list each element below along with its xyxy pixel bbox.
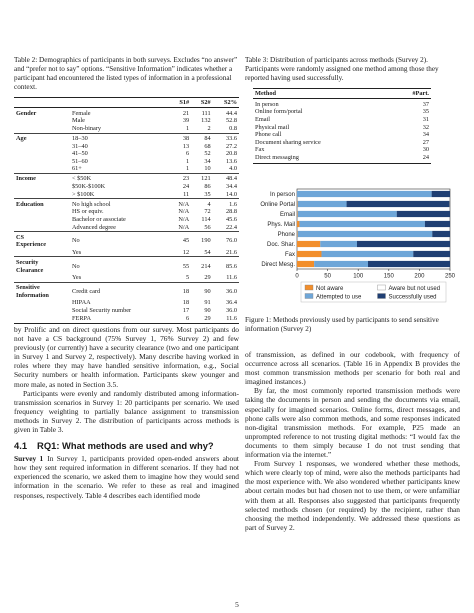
table2-cell: 34.4 xyxy=(225,183,237,191)
table2-cell: Social Security number xyxy=(72,306,132,314)
figure1-caption: Figure 1: Methods previously used by participants to send sensitive information (Survey 2) xyxy=(245,316,439,333)
table2-cell: < $50K xyxy=(70,173,168,183)
table2-category-cell xyxy=(14,299,70,307)
x-tick-label: 50 xyxy=(324,273,331,280)
table2-cell: 111 xyxy=(191,108,212,118)
table2-cell: 1 xyxy=(186,165,190,173)
table-row xyxy=(14,143,239,151)
x-tick-label: 250 xyxy=(444,273,456,280)
table2-cell: 72 xyxy=(204,208,211,216)
table2-category-cell: CS Experience xyxy=(14,232,70,249)
table2-category-cell xyxy=(14,143,70,151)
table3-cell: In person xyxy=(255,100,279,108)
table2-cell: 36.0 xyxy=(225,306,237,314)
table2-category-cell xyxy=(14,224,70,232)
table2-cell: $50K-$100K xyxy=(72,183,106,191)
body-paragraph: By far, the most commonly reported transmission methods were taking the documents in person and sending the documents via email, especially for imagined scenarios. Online forms, direct messages, and phone calls were also common methods, and some responses indicated non-digital transmission methods. For example, P25 made an unprompted reference to not trusting digital methods: “I would fax the documents to them simply because I do not trust sending that information via the internet.” xyxy=(245,386,460,460)
table2-cell: 13 xyxy=(182,142,190,150)
table2-cell: 1 xyxy=(186,124,190,132)
table2-cell: 52.8 xyxy=(225,117,237,125)
table2-cell: 31–40 xyxy=(72,142,88,150)
table3-caption: Table 3: Distribution of participants across methods (Survey 2). Participants were randomly assigned one method among those they reported having used successfully. xyxy=(245,56,439,82)
table2-cell: 29 xyxy=(191,315,212,324)
table-row xyxy=(14,150,239,158)
table2-cell: 33.6 xyxy=(213,133,239,143)
body-paragraph-text: In Survey 1, participants provided open-ended answers about how they sent required information in different scenarios. If they had not experienced the scenario, we asked them to imagine how they would send information in the scenario. We refer to these as real and imagined responses, respectively. Table 4 describes each identified mode xyxy=(14,454,239,500)
table-row xyxy=(253,116,431,124)
section-title: RQ1: What methods are used and why? xyxy=(37,440,214,452)
table2-cell: 45.6 xyxy=(225,215,237,223)
page-number: 5 xyxy=(235,600,239,609)
section-heading xyxy=(14,440,239,451)
table2-cell: 13.6 xyxy=(225,157,237,165)
table-row xyxy=(253,139,431,147)
table2-cell: Credit card xyxy=(70,282,168,299)
table-row xyxy=(14,133,239,143)
table2-cell: 28.8 xyxy=(225,208,237,216)
table2-cell: 10 xyxy=(204,165,211,173)
table2-cell: 11.6 xyxy=(226,274,237,282)
table-row xyxy=(14,224,239,232)
demographics-table xyxy=(14,97,239,325)
table2-category-cell xyxy=(14,191,70,199)
bar-segment xyxy=(297,211,298,217)
table2-cell: 6 xyxy=(186,150,190,158)
table2-cell: 5 xyxy=(186,274,190,282)
figure1-caption-block xyxy=(245,316,460,334)
table3-cell: 32 xyxy=(422,123,429,131)
table2-category-cell: Education xyxy=(14,199,70,209)
table2-cell: 18 xyxy=(182,299,190,307)
table2-category-cell xyxy=(14,117,70,125)
table2-cell: 18–30 xyxy=(70,133,168,143)
table2-cell: HIPAA xyxy=(72,299,91,307)
category-label: Fax xyxy=(284,252,295,258)
body-paragraph: From Survey 1 responses, we wondered whether these methods, which were clearly top of mind, were also the methods participants had the most experience with. We also wondered whether participants knew about certain modes but had chosen not to use them, or were unfamiliar with them at all. Responses also suggested that participants frequently selected methods chosen (or required) by the recipient, rather than choosing the method independently. We addressed these questions as part of Survey 2. xyxy=(245,459,460,532)
table2-cell: 36.0 xyxy=(213,282,239,299)
table2-cell: 36.4 xyxy=(225,299,237,307)
x-tick-label: 0 xyxy=(295,273,299,280)
table2-cell: FERPA xyxy=(70,315,168,324)
table-row xyxy=(14,117,239,125)
table2-block xyxy=(14,56,239,324)
table2-category-cell xyxy=(14,216,70,224)
table2-cell: 61+ xyxy=(72,165,82,173)
x-tick-label: 150 xyxy=(383,273,394,280)
table2-cell: N/A xyxy=(178,215,190,223)
table-row xyxy=(14,108,239,118)
category-label: In person xyxy=(269,192,295,198)
table2-cell: 190 xyxy=(191,232,212,249)
table3-cell: Online form/portal xyxy=(255,108,303,116)
section-number: 4.1 xyxy=(14,440,28,452)
table2-cell: 68 xyxy=(204,142,211,150)
table3-cell: 37 xyxy=(422,100,429,108)
table2-cell: 17 xyxy=(182,306,190,314)
table2-cell: 24 xyxy=(182,183,190,191)
table3-cell: Direct messaging xyxy=(253,154,390,163)
table3-cell: Physical mail xyxy=(255,123,290,131)
category-label: Direct Mesg. xyxy=(261,262,295,268)
table2-cell: 132 xyxy=(201,117,211,125)
table2-cell: Female xyxy=(70,108,168,118)
table2-cell: 11 xyxy=(183,190,190,198)
table-row xyxy=(14,191,239,199)
table2-cell: 38 xyxy=(168,133,191,143)
right-body-text xyxy=(245,350,460,532)
bar-segment xyxy=(413,251,450,257)
table2-category-cell xyxy=(14,315,70,324)
x-tick-label: 200 xyxy=(414,273,425,280)
table2-cell: 45 xyxy=(168,232,191,249)
table2-category-cell: Gender xyxy=(14,108,70,118)
table2-cell: 90 xyxy=(191,282,212,299)
bar-segment xyxy=(298,231,433,237)
table3-cell: Email xyxy=(255,116,271,123)
legend-label: Successfully used xyxy=(388,294,437,301)
legend-swatch xyxy=(305,294,313,299)
table2-category-cell: Sensitive Information xyxy=(14,282,70,299)
table3-cell: 24 xyxy=(390,154,431,163)
table-row xyxy=(14,208,239,216)
table2-cell: 35 xyxy=(204,190,211,198)
table2-cell: 76.0 xyxy=(213,232,239,249)
table-row xyxy=(14,274,239,282)
table2-cell: 39 xyxy=(182,117,190,125)
table3-cell: 35 xyxy=(422,108,429,116)
table2-header-cell xyxy=(14,97,70,108)
table2-cell: 21.6 xyxy=(225,248,237,256)
bar-segment xyxy=(297,191,432,197)
table2-cell: No xyxy=(70,257,168,274)
table2-category-cell: Age xyxy=(14,133,70,143)
table2-cell: Non-binary xyxy=(72,124,102,132)
table-row xyxy=(14,165,239,173)
category-label: Phone xyxy=(277,232,295,238)
table-row xyxy=(14,307,239,315)
table2-cell: 4.0 xyxy=(229,165,237,173)
body-paragraph: of transmission, as defined in our codebook, with frequency of occurrence across all scenarios. (Table 16 in Appendix B provides the most common transmission methods per scenario for both real and imagined instances.) xyxy=(245,350,460,387)
table3-cell: Document sharing service xyxy=(255,138,321,146)
table2-caption: Table 2: Demographics of participants in both surveys. Excludes “no answer” and “prefer not to say” options. “Sensitive Information” indicates whether a participant had encountered the listed types of information in a professional context. xyxy=(14,56,238,91)
methods-table xyxy=(253,88,431,164)
table-row xyxy=(253,146,431,154)
table2-cell: 1 xyxy=(186,157,190,165)
table-row xyxy=(14,249,239,257)
table2-cell: Bachelor or associate xyxy=(72,215,126,223)
table-row xyxy=(253,99,431,109)
legend-swatch xyxy=(378,294,386,299)
table2-header-cell xyxy=(70,97,168,108)
table2-category-cell xyxy=(14,307,70,315)
table2-category-cell xyxy=(14,208,70,216)
bar-segment xyxy=(299,221,424,227)
table2-cell: Advanced degree xyxy=(72,223,116,231)
table3-header-row xyxy=(253,88,431,99)
table2-cell: 23 xyxy=(168,173,191,183)
table-row xyxy=(14,232,239,249)
table2-cell: 90 xyxy=(204,306,211,314)
table2-cell: 29 xyxy=(204,274,211,282)
table2-cell: > $100K xyxy=(72,190,95,198)
table-row xyxy=(14,282,239,299)
table2-cell: 18 xyxy=(168,282,191,299)
category-label: Phys. Mail xyxy=(267,222,295,228)
category-label: Doc. Shar. xyxy=(266,242,295,248)
table2-cell: 48.4 xyxy=(213,173,239,183)
table2-cell: 41–50 xyxy=(72,150,88,158)
table2-category-cell xyxy=(14,158,70,166)
table-row xyxy=(14,199,239,209)
figure1-chart xyxy=(245,185,460,305)
table2-cell: 51–60 xyxy=(72,157,88,165)
table-row xyxy=(14,173,239,183)
table2-cell: 21 xyxy=(168,108,191,118)
table3-cell: 27 xyxy=(422,138,429,146)
table2-category-cell xyxy=(14,150,70,158)
legend-label: Not aware xyxy=(316,285,344,292)
table2-category-cell: Security Clearance xyxy=(14,257,70,274)
left-body-text xyxy=(14,325,239,500)
table-row xyxy=(14,257,239,274)
table2-cell: 91 xyxy=(204,299,211,307)
bar-segment xyxy=(320,241,357,247)
table2-cell: HS or equiv. xyxy=(72,208,104,216)
bar-segment xyxy=(297,201,298,207)
bar-segment xyxy=(314,261,368,267)
category-label: Email xyxy=(279,212,295,218)
table2-category-cell xyxy=(14,249,70,257)
table-row xyxy=(14,125,239,133)
legend-label: Attempted to use xyxy=(316,294,362,301)
table2-cell: 11.6 xyxy=(213,315,239,324)
table2-category-cell xyxy=(14,125,70,133)
bar-segment xyxy=(432,231,450,237)
table2-cell: 0.8 xyxy=(229,124,237,132)
table2-cell: 4 xyxy=(191,199,212,209)
table-row xyxy=(14,183,239,191)
table-row xyxy=(14,216,239,224)
legend-label: Aware but not used xyxy=(388,285,441,292)
table-row xyxy=(253,124,431,132)
legend-swatch xyxy=(305,285,313,290)
body-paragraph: Participants were evenly and randomly distributed among information-transmission scenarios in Survey 1: 20 participants per scenario. We used frequency weighting to partially balance assignment to transmission methods in Survey 2. The distribution of participants across methods is given in Table 3. xyxy=(14,388,239,435)
bar-segment xyxy=(425,221,450,227)
table2-cell: 54 xyxy=(204,248,211,256)
table2-cell: Yes xyxy=(72,274,82,282)
table2-cell: N/A xyxy=(178,208,190,216)
table2-header-row xyxy=(14,97,239,108)
table-row xyxy=(14,158,239,166)
table2-cell: Yes xyxy=(72,248,82,256)
table-row xyxy=(253,131,431,139)
table-row xyxy=(253,108,431,116)
category-label: Online Portal xyxy=(260,202,295,208)
bar-segment xyxy=(297,221,299,227)
table-row xyxy=(14,299,239,307)
table3-header-cell: Method xyxy=(253,88,390,99)
bar-segment xyxy=(321,251,413,257)
table2-cell: No high school xyxy=(70,199,168,209)
table2-cell: 44.4 xyxy=(213,108,239,118)
body-paragraph: by Prolific and on direct questions from our survey. Most participants do not have a CS background (75% Survey 1, 76% Survey 2) and few previously (or currently) have a security clearance (two and one participant in Survey 1 and Survey 2, respectively). Many describe having worked in roles where they may have handled sensitive information, e.g., Social Security numbers or health information. Participants skew younger and more male, as noted in Section 3.5. xyxy=(14,325,239,389)
legend-swatch xyxy=(378,285,386,290)
table2-header-cell: S1# xyxy=(168,97,191,108)
table2-cell: 55 xyxy=(168,257,191,274)
bar-segment xyxy=(368,261,450,267)
table2-cell: N/A xyxy=(168,199,191,209)
table2-cell: 34 xyxy=(204,157,211,165)
table2-cell: 27.2 xyxy=(225,142,237,150)
bar-segment xyxy=(397,211,450,217)
bar-segment xyxy=(297,231,298,237)
table2-cell: 12 xyxy=(182,248,190,256)
table2-cell: 84 xyxy=(191,133,212,143)
table2-header-cell: S2% xyxy=(213,97,239,108)
demographics-table-body xyxy=(14,108,239,324)
table2-category-cell: Income xyxy=(14,173,70,183)
bar-segment xyxy=(432,191,450,197)
table2-cell: 22.4 xyxy=(225,223,237,231)
methods-table-body xyxy=(253,99,431,163)
table2-category-cell xyxy=(14,183,70,191)
bar-segment xyxy=(357,241,450,247)
bar-segment xyxy=(297,261,314,267)
table2-cell: 85.6 xyxy=(213,257,239,274)
table2-cell: 1.6 xyxy=(213,199,239,209)
table2-cell: Male xyxy=(72,117,85,125)
table2-cell: 214 xyxy=(191,257,212,274)
table-row xyxy=(253,154,431,163)
x-tick-label: 100 xyxy=(353,273,364,280)
table2-cell: 14.0 xyxy=(225,190,237,198)
table-row xyxy=(14,315,239,324)
table3-cell: Fax xyxy=(255,146,265,154)
table2-category-cell xyxy=(14,165,70,173)
bar-segment xyxy=(297,241,320,247)
table2-cell: 20.8 xyxy=(225,150,237,158)
table2-cell: 2 xyxy=(207,124,211,132)
table3-cell: 30 xyxy=(422,146,429,154)
table3-cell: 31 xyxy=(422,116,429,123)
table2-header-cell: S2# xyxy=(191,97,212,108)
stacked-bar-chart xyxy=(245,185,460,305)
table2-cell: 56 xyxy=(204,223,211,231)
table2-cell: No xyxy=(70,232,168,249)
table2-cell: 121 xyxy=(191,173,212,183)
table3-header-cell: #Part. xyxy=(390,88,431,99)
table2-cell: 114 xyxy=(201,215,211,223)
bar-segment xyxy=(298,211,397,217)
bar-segment xyxy=(298,201,347,207)
body-paragraph xyxy=(14,454,239,499)
run-in-heading: Survey 1 xyxy=(14,454,44,464)
bar-segment xyxy=(347,201,450,207)
table3-cell: 34 xyxy=(422,131,429,139)
bar-segment xyxy=(297,251,321,257)
table2-cell: 6 xyxy=(168,315,191,324)
table2-cell: N/A xyxy=(178,223,190,231)
table3-block xyxy=(245,56,460,164)
table2-cell: 86 xyxy=(204,183,211,191)
table2-cell: 52 xyxy=(204,150,211,158)
table2-category-cell xyxy=(14,274,70,282)
table3-cell: Phone call xyxy=(255,131,282,139)
